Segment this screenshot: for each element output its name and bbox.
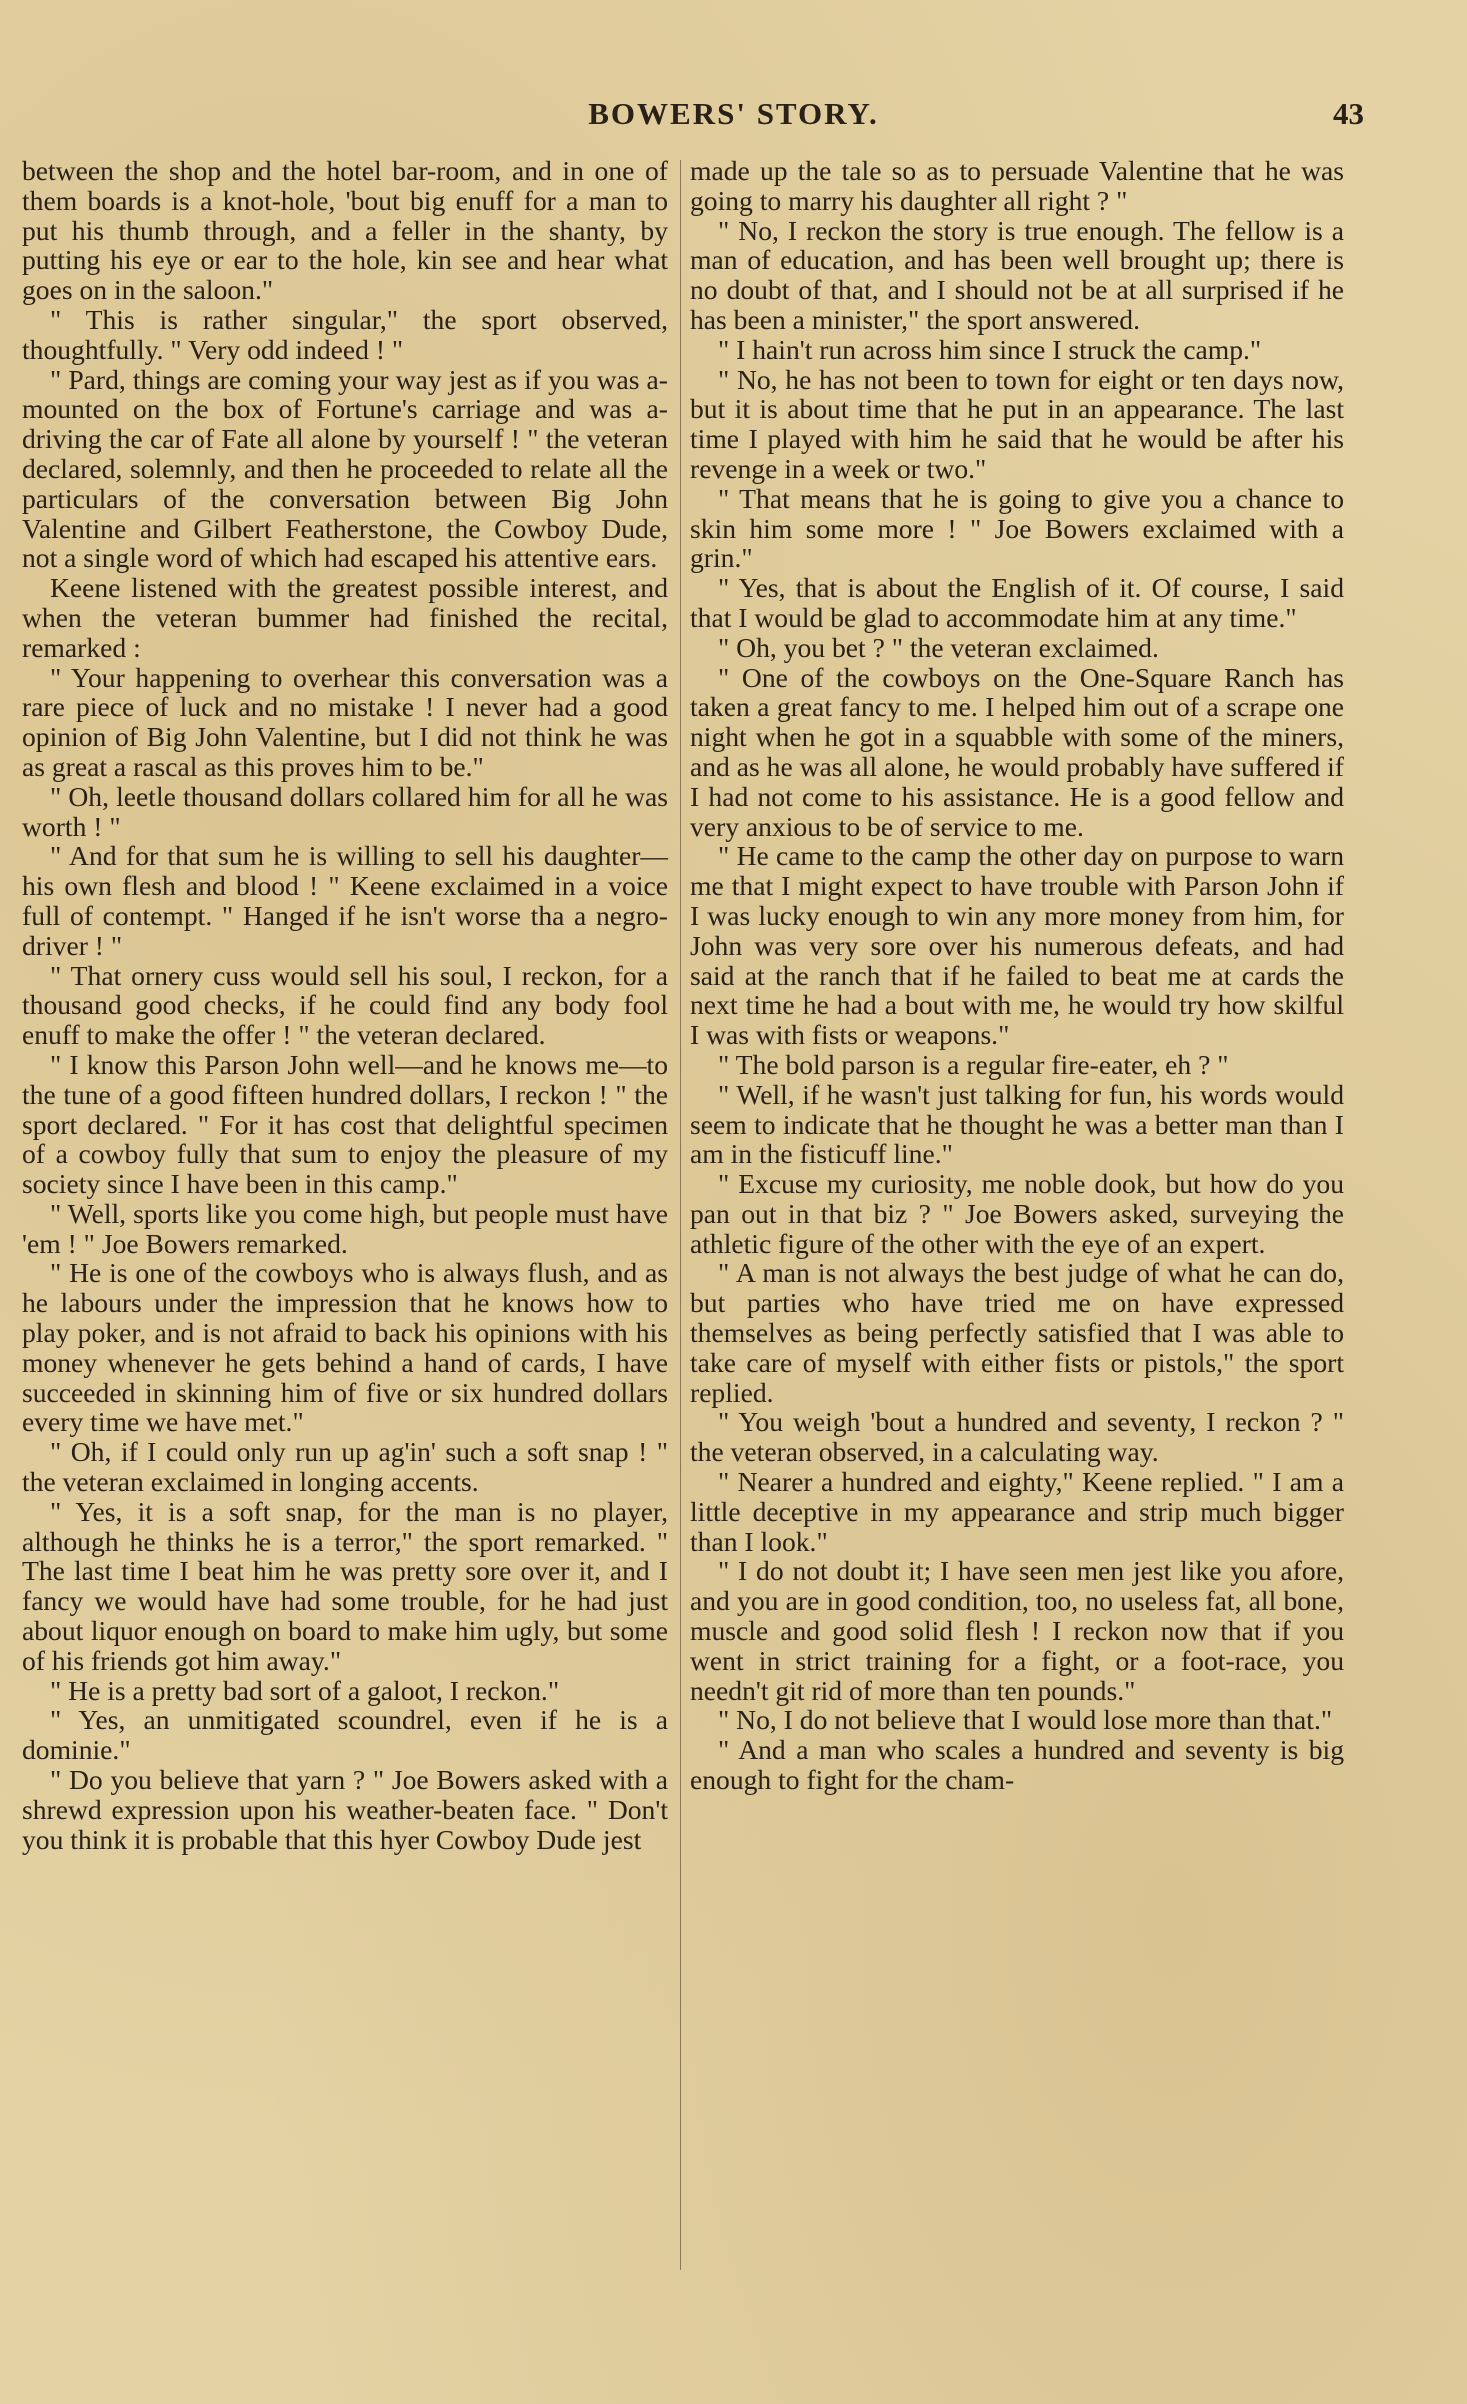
paragraph: " Yes, an unmitigated scoundrel, even if he is a dominie." [22, 1704, 668, 1766]
paragraph: " That ornery cuss would sell his soul, I reckon, for a thousand good checks, if he could find any body fool enuff to make the offer ! " the veteran declared. [22, 959, 668, 1051]
running-title: BOWERS' STORY. [588, 96, 879, 131]
paragraph: " Well, if he wasn't just talking for fun, his words would seem to indicate that he thought he was a better man than I am in the fisticuff line." [690, 1078, 1344, 1170]
paragraph: " I do not doubt it; I have seen men jest like you afore, and you are in good condition, too, no useless fat, all bone, muscle and good solid flesh ! I reckon now that if you went in strict training for a fight, or a foot-race, you needn't git rid of more than ten pounds." [690, 1555, 1344, 1706]
paragraph: " The bold parson is a regular fire-eater, eh ? " [718, 1048, 1229, 1080]
paragraph: " Oh, leetle thousand dollars collared him for all he was worth ! " [22, 780, 668, 842]
paragraph: " Excuse my curiosity, me noble dook, but how do you pan out in that biz ? " Joe Bowers asked, surveying the athletic figure of the other with the eye of an expert. [690, 1168, 1344, 1259]
paragraph: " He is a pretty bad sort of a galoot, I reckon." [50, 1674, 560, 1706]
paragraph: " You weigh 'bout a hundred and seventy, I reckon ? " the veteran observed, in a calculating way. [690, 1406, 1344, 1468]
paragraph: " A man is not always the best judge of what he can do, but parties who have tried me on have expressed themselves as being perfectly satisfied that I was able to take care of myself with either fists or pistols," the sport replied. [690, 1257, 1344, 1408]
page-number: 43 [1333, 96, 1364, 131]
paragraph: " He came to the camp the other day on purpose to warn me that I might expect to have trouble with Parson John if I was lucky enough to win any more money from him, for John was very sore over his numerous defeats, and had said at the ranch that if he failed to beat me at cards the next time he had a bout with me, he would try how skilful I was with fists or weapons." [690, 840, 1344, 1051]
paragraph: " Oh, if I could only run up ag'in' such a soft snap ! " the veteran exclaimed in longing accents. [22, 1436, 668, 1498]
paragraph: " Nearer a hundred and eighty," Keene replied. " I am a little deceptive in my appearance and strip much bigger than I look." [690, 1466, 1344, 1557]
right-text-column [690, 156, 1344, 2276]
paragraph: " I hain't run across him since I struck the camp." [718, 333, 1262, 365]
paragraph: " He is one of the cowboys who is always flush, and as he labours under the impression that he knows how to play poker, and is not afraid to back his opinions with his money whenever he gets behind a hand of cards, I have succeeded in skinning him of five or six hundred dollars every time we have met." [22, 1257, 668, 1438]
column-divider [680, 160, 681, 2270]
paragraph: " No, I do not believe that I would lose more than that." [718, 1704, 1333, 1736]
paragraph: " Yes, it is a soft snap, for the man is no player, although he thinks he is a terror," the sport remarked. " The last time I beat him he was pretty sore over it, and I fancy we would have had some trouble, for he had just about liquor enough on board to make him ugly, but some of his friends got him away." [22, 1495, 668, 1676]
paragraph: Keene listened with the greatest possible interest, and when the veteran bummer had finished the recital, remarked : [22, 572, 668, 663]
paragraph: " No, he has not been to town for eight or ten days now, but it is about time that he put in an appearance. The last time I played with him he said that he would be after his revenge in a week or two." [690, 363, 1344, 484]
paragraph: " Pard, things are coming your way jest as if you was a-mounted on the box of Fortune's carriage and was a-driving the car of Fate all alone by yourself ! " the veteran declared, solemnly, and then he proceeded to relate all the particulars of the conversation between Big John Valentine and Gilbert Featherstone, the Cowboy Dude, not a single word of which had escaped his attentive ears. [22, 363, 668, 574]
paragraph: " That means that he is going to give you a chance to skin him some more ! " Joe Bowers exclaimed with a grin." [690, 482, 1344, 574]
paragraph: " Your happening to overhear this conversation was a rare piece of luck and no mistake ! I never had a good opinion of Big John Valentine, but I did not think he was as great a rascal as this proves him to be." [22, 661, 668, 782]
paragraph: " Do you believe that yarn ? " Joe Bowers asked with a shrewd expression upon his weather-beaten face. " Don't you think it is probable that this hyer Cowboy Dude jest [22, 1764, 668, 1855]
paragraph: " One of the cowboys on the One-Square Ranch has taken a great fancy to me. I helped him out of a scrape one night when he got in a squabble with some of the miners, and as he was all alone, he would probably have suffered if I had not come to his assistance. He is a good fellow and very anxious to be of service to me. [690, 661, 1344, 842]
paragraph: " Oh, you bet ? " the veteran exclaimed. [718, 631, 1159, 663]
paragraph: " I know this Parson John well—and he knows me—to the tune of a good fifteen hundred dollars, I reckon ! " the sport declared. " For it has cost that delightful specimen of a cowboy fully that sum to enjoy the pleasure of my society since I have been in this camp." [22, 1048, 668, 1200]
paragraph: " Yes, that is about the English of it. Of course, I said that I would be glad to accommodate him at any time." [690, 572, 1344, 633]
left-text-column [22, 156, 668, 2276]
paragraph: " No, I reckon the story is true enough. The fellow is a man of education, and has been well brought up; there is no doubt of that, and I should not be at all surprised if he has been a minister," the sport answered. [690, 214, 1344, 335]
running-header [0, 92, 1467, 142]
paragraph: " This is rather singular," the sport observed, thoughtfully. " Very odd indeed ! " [22, 303, 668, 365]
paragraph: made up the tale so as to persuade Valentine that he was going to marry his daughter all right ? " [690, 155, 1344, 216]
paragraph: " And a man who scales a hundred and seventy is big enough to fight for the cham- [690, 1734, 1344, 1796]
paragraph: " Well, sports like you come high, but people must have 'em ! " Joe Bowers remarked. [22, 1197, 668, 1259]
paragraph: between the shop and the hotel bar-room, and in one of them boards is a knot-hole, 'bout big enuff for a man to put his thumb through, and a feller in the shanty, by putting his eye or ear to the hole, kin see and hear what goes on in the saloon." [22, 155, 668, 306]
paragraph: " And for that sum he is willing to sell his daughter—his own flesh and blood ! " Keene exclaimed in a voice full of contempt. " Hanged if he isn't worse tha a negro-driver ! " [22, 840, 668, 961]
